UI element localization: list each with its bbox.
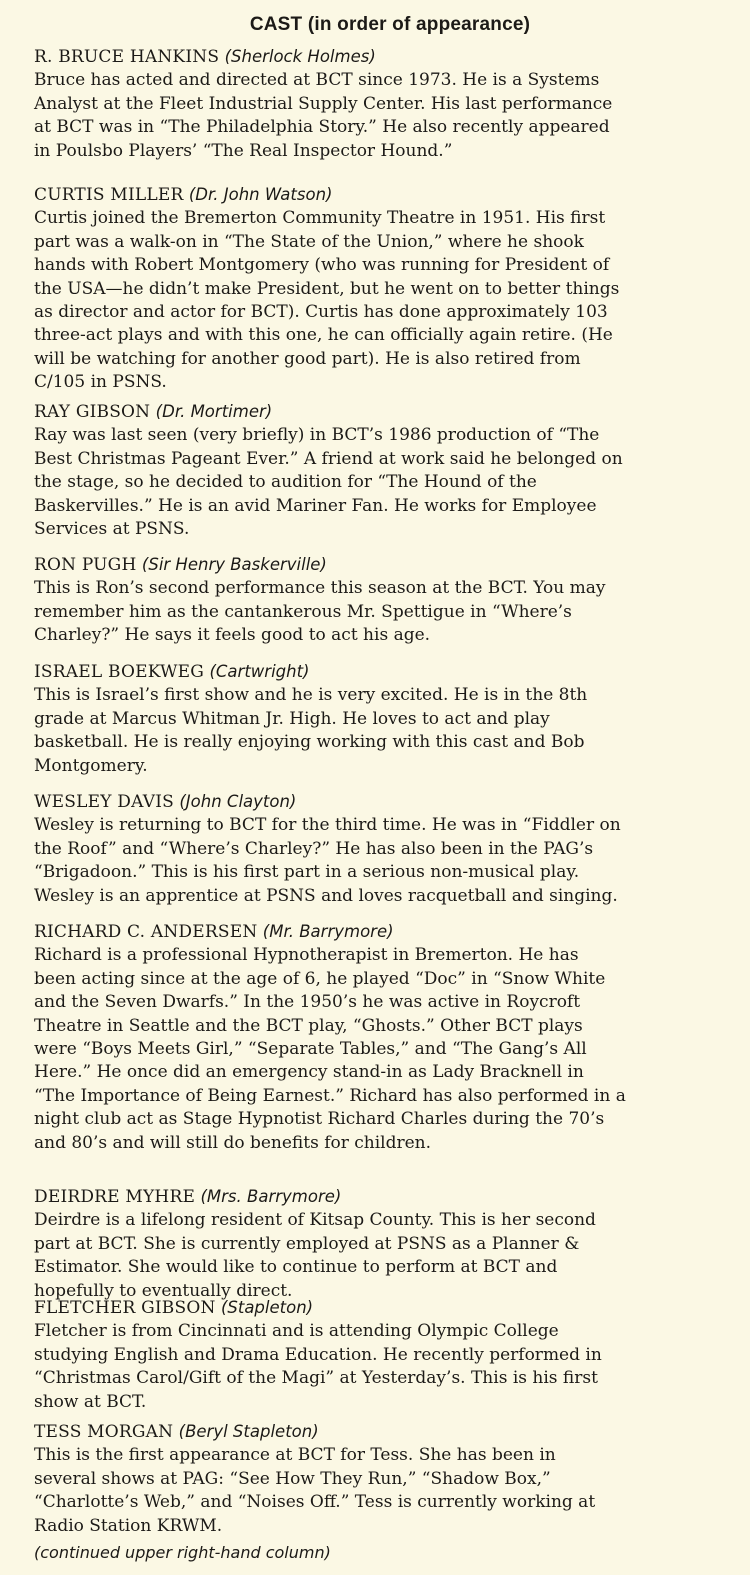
bio-line: Here.” He once did an emergency stand-in as Lady Bracknell in bbox=[34, 1062, 584, 1083]
bio-line: “Charlotte’s Web,” and “Noises Off.” Tess is currently working at bbox=[34, 1492, 596, 1513]
cast-entry bbox=[34, 920, 724, 1155]
bio-line: Wesley is returning to BCT for the third time. He was in “Fiddler on bbox=[34, 815, 621, 836]
bio-line: Services at PSNS. bbox=[34, 519, 190, 540]
bio-line: Radio Station KRWM. bbox=[34, 1515, 223, 1536]
cast-heading: CAST (in order of appearance) bbox=[249, 14, 531, 35]
bio-line: Curtis joined the Bremerton Community Theatre in 1951. His first bbox=[34, 208, 606, 229]
cast-entry-header bbox=[34, 400, 724, 424]
cast-member-role: (Mrs. Barrymore) bbox=[200, 1187, 342, 1206]
bio-line: hopefully to eventually direct. bbox=[34, 1280, 293, 1301]
bio-line: Estimator. She would like to continue to perform at BCT and bbox=[34, 1257, 558, 1278]
cast-entry-header bbox=[34, 1296, 724, 1320]
bio-line: Bruce has acted and directed at BCT since 1973. He is a Systems bbox=[34, 70, 600, 91]
cast-member-role: (Sherlock Holmes) bbox=[224, 47, 376, 66]
cast-member-role: (Dr. Mortimer) bbox=[155, 402, 273, 421]
bio-line: Montgomery. bbox=[34, 755, 148, 776]
cast-entry bbox=[34, 1420, 724, 1538]
bio-line: will be watching for another good part). He is also retired from bbox=[34, 348, 581, 369]
bio-line: three-act plays and with this one, he can officially again retire. (He bbox=[34, 325, 613, 346]
bio-line: night club act as Stage Hypnotist Richard Charles during the 70’s bbox=[34, 1109, 605, 1130]
cast-entry bbox=[34, 400, 724, 541]
bio-line: and 80’s and will still do benefits for children. bbox=[34, 1132, 432, 1153]
bio-line: Analyst at the Fleet Industrial Supply Center. His last performance bbox=[34, 93, 613, 114]
cast-member-name: FLETCHER GIBSON bbox=[34, 1298, 216, 1318]
cast-entry-header bbox=[34, 45, 724, 69]
cast-entry-header bbox=[34, 1185, 724, 1209]
cast-entry-header bbox=[34, 790, 724, 814]
bio-line: in Poulsbo Players’ “The Real Inspector Hound.” bbox=[34, 140, 453, 161]
cast-member-role: (Sir Henry Baskerville) bbox=[141, 555, 327, 574]
cast-member-name: R. BRUCE HANKINS bbox=[34, 47, 220, 67]
bio-line: been acting since at the age of 6, he played “Doc” in “Snow White bbox=[34, 968, 606, 989]
bio-line: and the Seven Dwarfs.” In the 1950’s he was active in Roycroft bbox=[34, 992, 581, 1013]
cast-member-name: WESLEY DAVIS bbox=[34, 792, 174, 812]
bio-line: at BCT was in “The Philadelphia Story.” He also recently appeared bbox=[34, 117, 610, 138]
bio-line: Theatre in Seattle and the BCT play, “Ghosts.” Other BCT plays bbox=[34, 1015, 583, 1036]
bio-line: This is Ron’s second performance this season at the BCT. You may bbox=[34, 578, 606, 599]
continued-note: (continued upper right-hand column) bbox=[34, 1543, 331, 1562]
cast-member-role: (John Clayton) bbox=[179, 792, 297, 811]
bio-line: Richard is a professional Hypnotherapist in Bremerton. He has bbox=[34, 945, 579, 966]
bio-line: Ray was last seen (very briefly) in BCT’s 1986 production of “The bbox=[34, 425, 600, 446]
bio-line: the USA—he didn’t make President, but he went on to better things bbox=[34, 278, 620, 299]
bio-line: the stage, so he decided to audition for “The Hound of the bbox=[34, 472, 537, 493]
cast-entry bbox=[34, 553, 724, 648]
bio-line: “The Importance of Being Earnest.” Richard has also performed in a bbox=[34, 1085, 626, 1106]
bio-line: Baskervilles.” He is an avid Mariner Fan. He works for Employee bbox=[34, 495, 597, 516]
cast-entry bbox=[34, 790, 724, 908]
bio-line: Wesley is an apprentice at PSNS and loves racquetball and singing. bbox=[34, 885, 618, 906]
bio-line: This is Israel’s first show and he is very excited. He is in the 8th bbox=[34, 685, 588, 706]
cast-entry bbox=[34, 660, 724, 778]
cast-entry-header bbox=[34, 183, 724, 207]
bio-line: basketball. He is really enjoying working with this cast and Bob bbox=[34, 732, 585, 753]
cast-member-role: (Dr. John Watson) bbox=[188, 185, 333, 204]
cast-member-role: (Stapleton) bbox=[220, 1298, 314, 1317]
cast-member-name: ISRAEL BOEKWEG bbox=[34, 662, 205, 682]
cast-entry-header bbox=[34, 660, 724, 684]
bio-line: This is the first appearance at BCT for Tess. She has been in bbox=[34, 1445, 556, 1466]
bio-line: as director and actor for BCT). Curtis has done approximately 103 bbox=[34, 302, 608, 323]
cast-member-name: DEIRDRE MYHRE bbox=[34, 1187, 196, 1207]
cast-member-name: RAY GIBSON bbox=[34, 402, 151, 422]
bio-line: “Christmas Carol/Gift of the Magi” at Yesterday’s. This is his first bbox=[34, 1368, 598, 1389]
bio-line: Best Christmas Pageant Ever.” A friend at work said he belonged on bbox=[34, 448, 623, 469]
bio-line: “Brigadoon.” This is his first part in a serious non-musical play. bbox=[34, 862, 580, 883]
bio-line: studying English and Drama Education. He recently performed in bbox=[34, 1344, 602, 1365]
bio-line: show at BCT. bbox=[34, 1391, 147, 1412]
cast-member-role: (Beryl Stapleton) bbox=[178, 1422, 319, 1441]
bio-line: several shows at PAG: “See How They Run,” “Shadow Box,” bbox=[34, 1468, 551, 1489]
cast-entry bbox=[34, 1185, 724, 1303]
bio-line: the Roof” and “Where’s Charley?” He has also been in the PAG’s bbox=[34, 838, 594, 859]
bio-line: hands with Robert Montgomery (who was running for President of bbox=[34, 255, 610, 276]
cast-member-name: TESS MORGAN bbox=[34, 1422, 174, 1442]
bio-line: Fletcher is from Cincinnati and is attending Olympic College bbox=[34, 1321, 559, 1342]
cast-entry bbox=[34, 45, 724, 163]
cast-entry-header bbox=[34, 1420, 724, 1444]
cast-member-name: CURTIS MILLER bbox=[34, 185, 184, 205]
cast-entry-header bbox=[34, 920, 724, 944]
bio-line: remember him as the cantankerous Mr. Spettigue in “Where’s bbox=[34, 601, 572, 622]
cast-entry bbox=[34, 1296, 724, 1414]
bio-line: part was a walk-on in “The State of the Union,” where he shook bbox=[34, 231, 584, 252]
cast-entry bbox=[34, 183, 724, 395]
cast-member-role: (Cartwright) bbox=[209, 662, 310, 681]
bio-line: part at BCT. She is currently employed at PSNS as a Planner & bbox=[34, 1233, 580, 1254]
cast-entry-header bbox=[34, 553, 724, 577]
bio-line: grade at Marcus Whitman Jr. High. He loves to act and play bbox=[34, 708, 550, 729]
cast-member-name: RON PUGH bbox=[34, 555, 137, 575]
cast-member-name: RICHARD C. ANDERSEN bbox=[34, 922, 258, 942]
bio-line: Deirdre is a lifelong resident of Kitsap County. This is her second bbox=[34, 1210, 596, 1231]
cast-member-role: (Mr. Barrymore) bbox=[262, 922, 394, 941]
bio-line: Charley?” He says it feels good to act his age. bbox=[34, 625, 431, 646]
bio-line: were “Boys Meets Girl,” “Separate Tables,” and “The Gang’s All bbox=[34, 1039, 587, 1060]
bio-line: C/105 in PSNS. bbox=[34, 372, 167, 393]
